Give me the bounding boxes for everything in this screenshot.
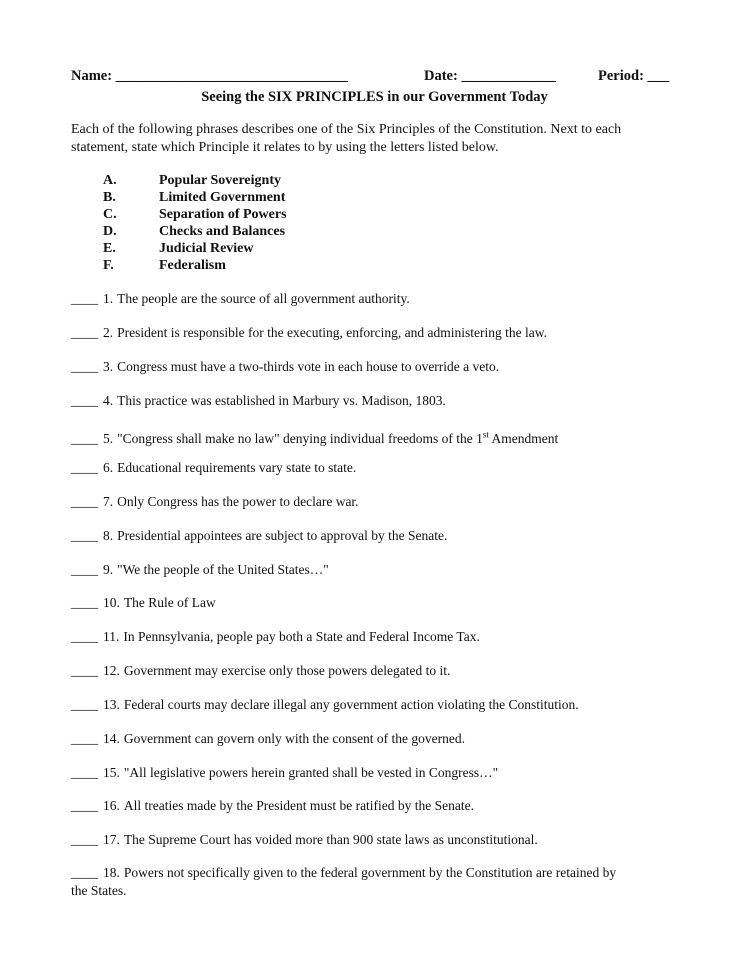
question-text: The Rule of Law [123, 595, 216, 610]
question-text: In Pennsylvania, people pay both a State and Federal Income Tax. [123, 629, 480, 644]
question-number: 3. [103, 359, 114, 374]
question-number: 5. [103, 430, 114, 446]
question-item [71, 392, 446, 410]
question-item [71, 662, 450, 680]
answer-blank[interactable]: ____ [71, 595, 98, 610]
principle-row [103, 223, 287, 240]
question-text-main: "Congress shall make no law" denying individual freedoms of the 1 [117, 430, 483, 446]
answer-blank[interactable]: ____ [71, 430, 98, 446]
question-number: 8. [103, 528, 114, 543]
question-text: The people are the source of all government authority. [117, 291, 410, 306]
question-number: 9. [103, 562, 114, 577]
question-text [117, 431, 558, 446]
worksheet-title: Seeing the SIX PRINCIPLES in our Government Today [201, 89, 548, 105]
period-field-label: Period: ___ [598, 68, 670, 84]
answer-blank[interactable]: ____ [71, 865, 98, 880]
question-item [71, 493, 359, 511]
question-item [71, 324, 547, 342]
question-number: 17. [103, 832, 120, 847]
question-text: "We the people of the United States…" [117, 562, 329, 577]
question-number: 2. [103, 325, 114, 340]
question-item [71, 290, 410, 308]
question-number: 6. [103, 460, 114, 475]
question-item [71, 561, 329, 579]
answer-blank[interactable]: ____ [71, 528, 98, 543]
principle-letter: C. [103, 207, 117, 222]
principle-row [103, 172, 287, 189]
question-text: Congress must have a two-thirds vote in each house to override a veto. [117, 359, 500, 374]
question-number: 12. [103, 663, 120, 678]
principle-letter: A. [103, 173, 117, 188]
question-number: 18. [103, 865, 120, 880]
question-number: 10. [103, 595, 120, 610]
question-text: Federal courts may declare illegal any government action violating the Constitution. [123, 697, 579, 712]
question-item [71, 459, 356, 477]
answer-blank[interactable]: ____ [71, 629, 98, 644]
principle-row [103, 240, 287, 257]
principles-legend [103, 172, 287, 274]
question-text: Presidential appointees are subject to approval by the Senate. [117, 528, 448, 543]
principle-letter: B. [103, 190, 116, 205]
question-item [71, 594, 216, 612]
answer-blank[interactable]: ____ [71, 697, 98, 712]
answer-blank[interactable]: ____ [71, 393, 98, 408]
question-number: 15. [103, 765, 120, 780]
answer-blank[interactable]: ____ [71, 798, 98, 813]
question-item [71, 831, 538, 849]
question-number: 4. [103, 393, 114, 408]
ordinal-suffix: st [482, 429, 489, 439]
question-item [71, 864, 671, 900]
question-item [71, 797, 474, 815]
question-number: 14. [103, 731, 120, 746]
date-field-label: Date: _____________ [424, 68, 556, 84]
principle-name: Separation of Powers [159, 207, 287, 222]
question-text-after: Amendment [488, 430, 559, 446]
answer-blank[interactable]: ____ [71, 562, 98, 577]
question-text: Government may exercise only those powers delegated to it. [123, 663, 451, 678]
question-item [71, 730, 465, 748]
principle-name: Popular Sovereignty [159, 173, 281, 188]
question-item [71, 628, 480, 646]
question-number: 7. [103, 494, 114, 509]
question-item [71, 358, 499, 376]
question-item [71, 425, 558, 448]
principle-letter: E. [103, 241, 116, 256]
question-number: 11. [103, 629, 120, 644]
answer-blank[interactable]: ____ [71, 731, 98, 746]
question-text: The Supreme Court has voided more than 900 state laws as unconstitutional. [123, 832, 538, 847]
answer-blank[interactable]: ____ [71, 359, 98, 374]
question-text: Educational requirements vary state to state. [117, 460, 357, 475]
question-text: Government can govern only with the consent of the governed. [123, 731, 466, 746]
answer-blank[interactable]: ____ [71, 663, 98, 678]
principle-name: Federalism [159, 258, 226, 273]
name-field-label: Name: ________________________________ [71, 68, 348, 84]
principle-row [103, 189, 287, 206]
principle-name: Limited Government [159, 190, 286, 205]
answer-blank[interactable]: ____ [71, 291, 98, 306]
question-item [71, 764, 498, 782]
question-text: Powers not specifically given to the federal government by the Constitution are retained by [123, 865, 617, 880]
question-item [71, 527, 447, 545]
principle-name: Judicial Review [159, 241, 254, 256]
principle-name: Checks and Balances [159, 224, 286, 239]
answer-blank[interactable]: ____ [71, 765, 98, 780]
answer-blank[interactable]: ____ [71, 325, 98, 340]
question-number: 16. [103, 798, 120, 813]
principle-row [103, 206, 287, 223]
principle-row [103, 257, 287, 274]
question-text: "All legislative powers herein granted shall be vested in Congress…" [123, 765, 499, 780]
question-text-continued: the States. [71, 883, 127, 898]
answer-blank[interactable]: ____ [71, 832, 98, 847]
principle-letter: F. [103, 258, 114, 273]
question-text: President is responsible for the executing, enforcing, and administering the law. [117, 325, 548, 340]
question-number: 1. [103, 291, 114, 306]
question-item [71, 696, 579, 714]
question-text: All treaties made by the President must be ratified by the Senate. [123, 798, 475, 813]
principle-letter: D. [103, 224, 117, 239]
instructions-text: Each of the following phrases describes one of the Six Principles of the Constitution. Next to each statement, state which Principle it relates to by using the letters listed below. [71, 122, 622, 155]
question-number: 13. [103, 697, 120, 712]
answer-blank[interactable]: ____ [71, 460, 98, 475]
question-text: Only Congress has the power to declare war. [117, 494, 359, 509]
question-text: This practice was established in Marbury vs. Madison, 1803. [117, 393, 446, 408]
answer-blank[interactable]: ____ [71, 494, 98, 509]
